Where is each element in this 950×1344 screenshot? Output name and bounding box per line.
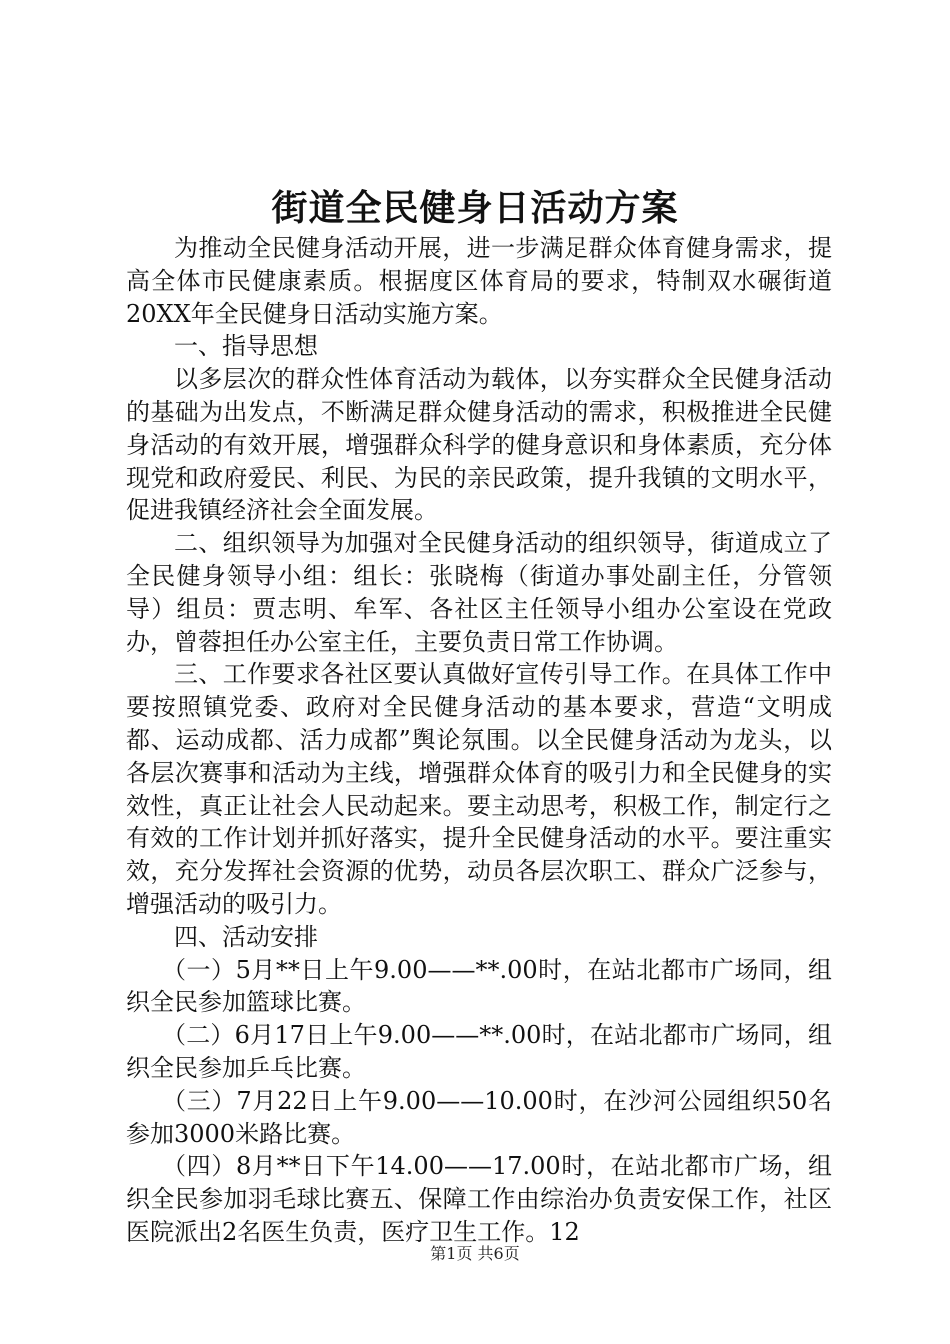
schedule-item-4: （四）8月**日下午14.00——17.00时，在站北都市广场，组织全民参加羽毛球比赛五、保障工作由综治办负责安保工作，社区医院派出2名医生负责，医疗卫生工作。12 (126, 1152, 832, 1246)
section-heading-activity-schedule: 四、活动安排 (174, 922, 318, 951)
guiding-ideology-paragraph: 以多层次的群众性体育活动为载体，以夯实群众全民健身活动的基础为出发点，不断满足群众健身活动的需求，积极推进全民健身活动的有效开展，增强群众科学的健身意识和身体素质，充分体现党和政府爱民、利民、为民的亲民政策，提升我镇的文明水平，促进我镇经济社会全面发展。 (126, 365, 832, 525)
organization-paragraph: 二、组织领导为加强对全民健身活动的组织领导，街道成立了全民健身领导小组：组长：张晓梅（街道办事处副主任，分管领导）组员：贾志明、牟军、各社区主任领导小组办公室设在党政办，曾蓉担任办公室主任，主要负责日常工作协调。 (126, 529, 832, 656)
intro-paragraph: 为推动全民健身活动开展，进一步满足群众体育健身需求，提高全体市民健康素质。根据度区体育局的要求，特制双水碾街道20XX年全民健身日活动实施方案。 (126, 234, 832, 328)
work-requirements-paragraph: 三、工作要求各社区要认真做好宣传引导工作。在具体工作中要按照镇党委、政府对全民健身活动的基本要求，营造“文明成都、运动成都、活力成都”舆论氛围。以全民健身活动为龙头，以各层次赛事和活动为主线，增强群众体育的吸引力和全民健身的实效性，真正让社会人民动起来。要主动思考，积极工作，制定行之有效的工作计划并抓好落实，提升全民健身活动的水平。要注重实效，充分发挥社会资源的优势，动员各层次职工、群众广泛参与，增强活动的吸引力。 (126, 660, 832, 918)
schedule-item-2: （二）6月17日上午9.00——**.00时，在站北都市广场同，组织全民参加乒乓比赛。 (126, 1021, 832, 1082)
schedule-item-1: （一）5月**日上午9.00——**.00时，在站北都市广场同，组织全民参加篮球比赛。 (126, 955, 832, 1017)
section-heading-guiding-ideology: 一、指导思想 (174, 332, 318, 361)
page-footer: 第1页 共6页 (430, 1244, 520, 1263)
schedule-item-3: （三）7月22日上午9.00——10.00时，在沙河公园组织50名参加3000米路比赛。 (126, 1086, 832, 1148)
document-title: 街道全民健身日活动方案 (271, 187, 679, 229)
document-body (126, 232, 832, 1249)
